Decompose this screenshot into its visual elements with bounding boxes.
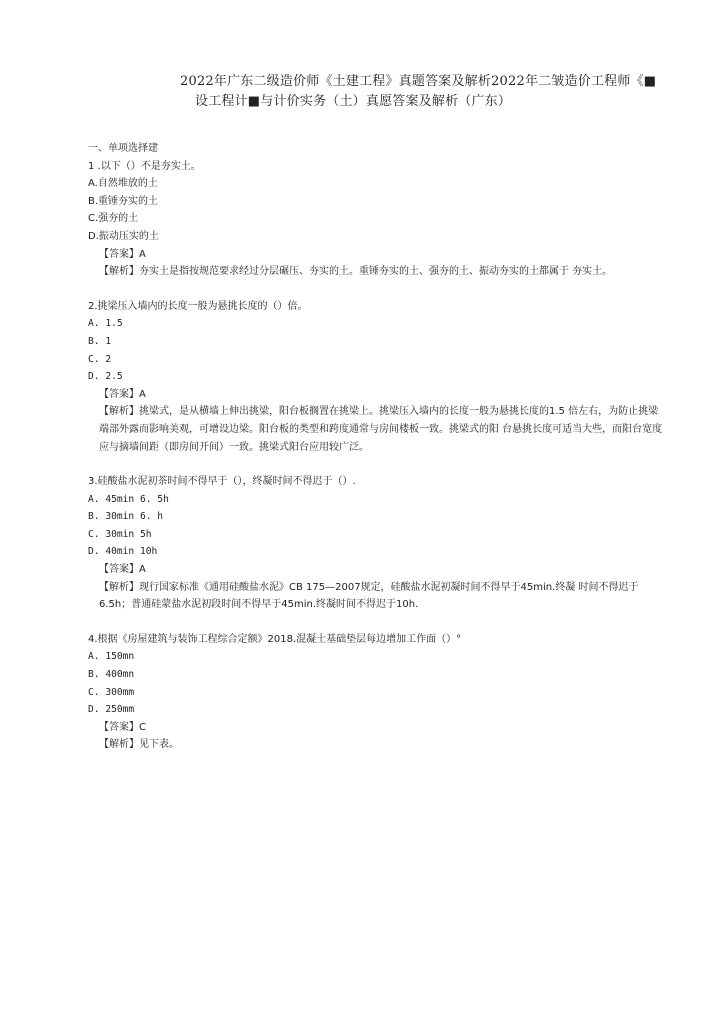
option-c: C.强夯的土 <box>88 213 139 225</box>
title-line-1: 2022年广东二级造价师《土建工程》真题答案及解析2022年二皱造价工程师《■ <box>180 74 657 89</box>
question-4 <box>88 631 668 754</box>
question-stem: 3.硅酸盐水泥初茶时间不得早于（），终凝时间不得迟于（）. <box>88 476 356 488</box>
document-title <box>180 72 680 112</box>
analysis: 【解析】现行国家标准《通用硅酸盐水泥》CB 175—2007规定，硅酸盐水泥初凝时间不得早于45min.终凝 时间不得迟于6.5h；普通硅蒙盐水泥初段时间不得早于45min.终凝时间不得迟于10h. <box>99 581 639 611</box>
option-d: D. 40min 10h <box>88 546 158 558</box>
section-heading: 一、单项选择建 <box>88 143 158 154</box>
option-b: B.重锤夯实的土 <box>88 195 159 207</box>
answer: 【答案】A <box>99 388 146 400</box>
analysis: 【解析】夯实土是指按规范要求经过分层碾压、夯实的土。重锤夯实的土、强夯的土、振动夯实的土都属于 夯实土。 <box>99 266 613 278</box>
option-d: D. 2.5 <box>88 371 123 383</box>
option-b: B. 30min 6. h <box>88 511 164 523</box>
option-c: C. 300mm <box>88 686 135 698</box>
title-line-2: 设工程计■与计价实务（土）真愿答案及解析（广东） <box>195 94 512 109</box>
option-a: A. 1.5 <box>88 318 123 330</box>
answer: 【答案】A <box>99 248 146 260</box>
option-a: A. 45min 6. 5h <box>88 493 169 505</box>
answer: 【答案】C <box>99 721 146 733</box>
option-a: A. 150mn <box>88 651 135 663</box>
question-stem: 1 .以下（）不是夯实土。 <box>88 160 201 172</box>
option-d: D. 250mm <box>88 704 135 716</box>
answer: 【答案】A <box>99 564 146 576</box>
option-a: A.自然堆放的土 <box>88 178 158 190</box>
option-b: B. 400mn <box>88 669 135 681</box>
option-c: C. 30min 5h <box>88 528 152 540</box>
option-c: C. 2 <box>88 353 112 365</box>
question-1 <box>88 158 668 281</box>
question-2 <box>88 298 668 456</box>
question-stem: 4.根据《房屋建筑与装饰工程综合定额》2018.混凝土基础垫层每边增加工作面（）° <box>88 633 462 645</box>
analysis: 【解析】挑梁式，是从横墙上伸出挑梁，阳台板搁置在挑梁上。挑梁压入墙内的长度一般为悬挑长度的1.5 倍左右，为防止挑梁端部外露而影响美观，可增设边梁。阳台板的类型和跨度通常与房间楼板一致。挑梁式的阳 台悬挑长度可适当大些，而阳台宽度应与摘墙间距（即房间开间）一致。挑梁式阳台应用较广泛。 <box>99 406 663 453</box>
option-d: D.振动压实的土 <box>88 230 159 242</box>
analysis: 【解析】见下表。 <box>99 739 179 751</box>
question-stem: 2.挑梁压入墙内的长度一般为悬挑长度的（）倍。 <box>88 300 308 312</box>
question-3 <box>88 473 668 614</box>
option-b: B. 1 <box>88 335 112 347</box>
document-body <box>88 140 668 754</box>
